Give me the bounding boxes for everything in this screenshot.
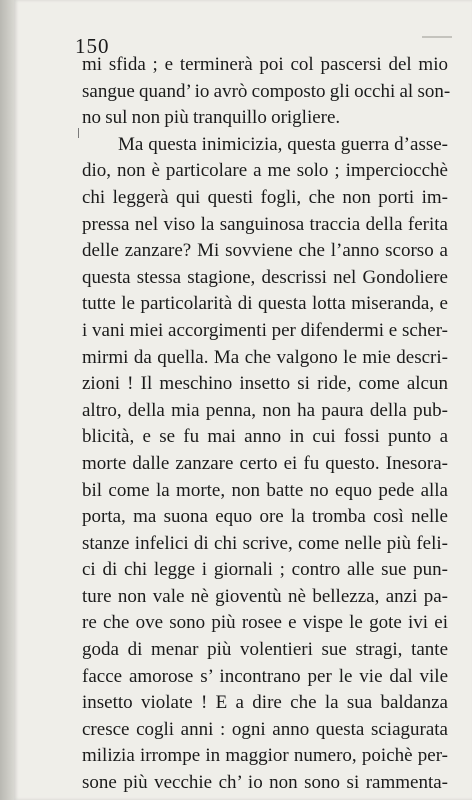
text-line: blicità, e se fu mai anno in cui fossi punto a bbox=[82, 426, 448, 448]
text-line: facce amorose s’ incontrano per le vie dal vile bbox=[82, 665, 448, 687]
paragraph-start-line: Ma questa inimicizia, questa guerra d’asse- bbox=[118, 133, 448, 155]
text-line: mi sfida ; e terminerà poi col pascersi del mio bbox=[82, 54, 448, 75]
page-number: 150 bbox=[75, 34, 110, 58]
paragraph-marker bbox=[78, 128, 79, 138]
text-line: delle zanzare? Mi sovviene che l’anno scorso a bbox=[82, 240, 448, 262]
text-line: pressa nel viso la sanguinosa traccia della ferita bbox=[82, 213, 448, 235]
bleed-through-mark bbox=[422, 36, 452, 38]
text-line: ci di chi legge i giornali ; contro alle sue pun- bbox=[82, 559, 448, 581]
text-line: tutte le particolarità di questa lotta miseranda, e bbox=[82, 293, 448, 315]
text-line: ture non vale nè gioventù nè bellezza, anzi pa- bbox=[82, 585, 448, 607]
body-text bbox=[82, 52, 451, 797]
text-line: sangue quand’ io avrò composto gli occhi al son- bbox=[82, 80, 451, 102]
text-line: cresce cogli anni : ogni anno questa sciagurata bbox=[82, 718, 448, 740]
text-line: stanze infelici di chi scrive, come nelle più feli- bbox=[82, 532, 448, 554]
text-line: dio, non è particolare a me solo ; imperciocchè bbox=[82, 160, 448, 182]
text-line: mirmi da quella. Ma che valgono le mie descri- bbox=[82, 346, 448, 368]
text-line: re che ove sono più rosee e vispe le gote ivi ei bbox=[82, 612, 448, 634]
text-line: i vani miei accorgimenti per difendermi e scher- bbox=[82, 319, 448, 341]
book-gutter bbox=[0, 0, 14, 800]
text-line: zioni ! Il meschino insetto si ride, come alcun bbox=[82, 373, 448, 395]
text-line: sone più vecchie ch’ io non sono si rammenta- bbox=[82, 772, 448, 794]
text-line: no sul non più tranquillo origliere. bbox=[82, 107, 341, 129]
text-line: altro, della mia penna, non ha paura della pub- bbox=[82, 399, 448, 421]
text-line: morte dalle zanzare certo ei fu questo. Inesora- bbox=[82, 452, 448, 474]
text-line: porta, ma suona equo ore la tromba così nelle bbox=[82, 506, 448, 528]
text-line: chi leggerà qui questi fogli, che non porti im- bbox=[82, 186, 448, 208]
text-line: bil come la morte, non batte no equo pede alla bbox=[82, 479, 448, 501]
text-line: goda di menar più volentieri sue stragi, tante bbox=[82, 639, 448, 661]
text-line: insetto violate ! E a dire che la sua baldanza bbox=[82, 692, 448, 714]
text-line: milizia irrompe in maggior numero, poichè per- bbox=[82, 745, 448, 767]
text-line: questa stessa stagione, descrissi nel Gondoliere bbox=[82, 266, 448, 288]
